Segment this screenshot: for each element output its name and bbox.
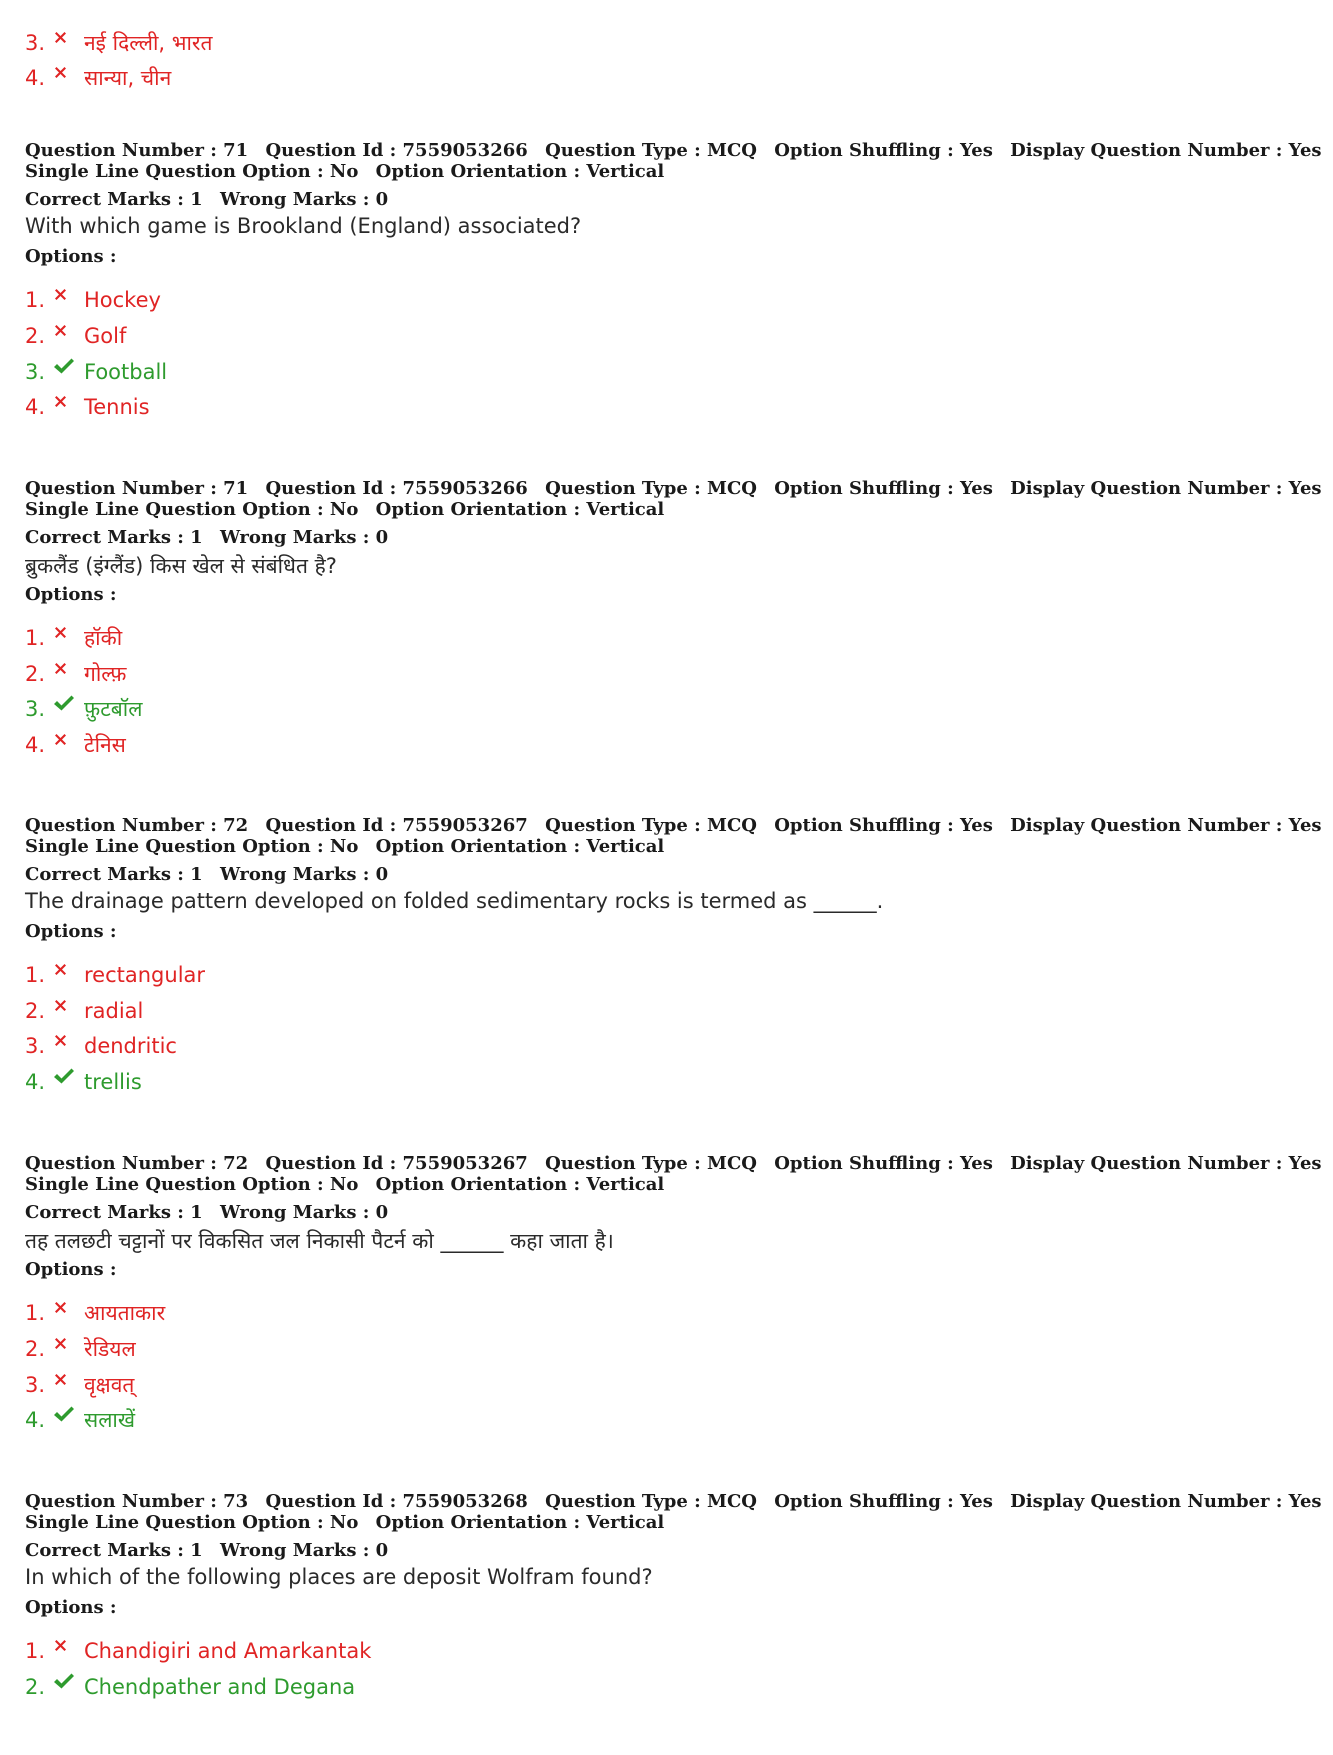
option-text: Golf	[84, 324, 127, 348]
single-line-option: Single Line Question Option : No	[25, 499, 359, 520]
question-text: ब्रुकलैंड (इंग्लैंड) किस खेल से संबंधित है?	[25, 554, 337, 578]
cross-icon	[53, 394, 84, 409]
option-number: 2.	[25, 662, 46, 686]
question-type: Question Type : MCQ	[545, 140, 757, 161]
option-number: 3.	[25, 31, 46, 55]
option-item	[25, 1334, 136, 1364]
option-text: वृक्षवत्	[84, 1373, 135, 1397]
display-question-number: Display Question Number : Yes	[1010, 478, 1322, 499]
question-text: With which game is Brookland (England) associated?	[25, 214, 582, 238]
option-number: 1.	[25, 288, 46, 312]
option-text: trellis	[84, 1070, 142, 1094]
option-orientation: Option Orientation : Vertical	[375, 161, 665, 182]
option-number: 1.	[25, 1301, 46, 1325]
option-text: Football	[84, 360, 168, 384]
option-item	[25, 1298, 165, 1328]
option-item	[25, 392, 150, 422]
option-text: हॉकी	[84, 626, 123, 650]
single-line-option: Single Line Question Option : No	[25, 161, 359, 182]
option-number: 4.	[25, 1070, 46, 1094]
option-number: 4.	[25, 1408, 46, 1432]
option-orientation: Option Orientation : Vertical	[375, 1174, 665, 1195]
option-item	[25, 1672, 355, 1702]
correct-marks: Correct Marks : 1	[25, 189, 203, 210]
option-number: 3.	[25, 1034, 46, 1058]
check-icon	[53, 1672, 84, 1690]
option-item	[25, 28, 213, 58]
cross-icon	[53, 1300, 84, 1315]
option-item	[25, 996, 143, 1026]
option-number: 1.	[25, 1639, 46, 1663]
option-item	[25, 63, 171, 93]
cross-icon	[53, 1638, 84, 1653]
check-icon	[53, 694, 84, 712]
question-block	[25, 1491, 1322, 1625]
check-icon	[53, 1405, 84, 1423]
option-number: 3.	[25, 360, 46, 384]
question-text: तह तलछटी चट्टानों पर विकसित जल निकासी पैटर्न को ______ कहा जाता है।	[25, 1229, 614, 1253]
question-block	[25, 140, 1322, 274]
option-text: गोल्फ़	[84, 662, 127, 686]
option-number: 4.	[25, 395, 46, 419]
question-meta-line2	[25, 836, 1225, 857]
option-number: 2.	[25, 999, 46, 1023]
cross-icon	[53, 625, 84, 640]
question-meta	[25, 815, 1322, 836]
cross-icon	[53, 661, 84, 676]
option-text: रेडियल	[84, 1337, 136, 1361]
check-icon	[53, 1067, 84, 1085]
option-number: 4.	[25, 66, 46, 90]
wrong-marks: Wrong Marks : 0	[219, 864, 389, 885]
cross-icon	[53, 962, 84, 977]
wrong-marks: Wrong Marks : 0	[219, 1202, 389, 1223]
question-meta-line2	[25, 499, 1225, 520]
option-text: सलाखें	[84, 1408, 136, 1432]
option-shuffling: Option Shuffling : Yes	[774, 478, 993, 499]
option-shuffling: Option Shuffling : Yes	[774, 815, 993, 836]
option-number: 2.	[25, 1337, 46, 1361]
question-id: Question Id : 7559053268	[265, 1491, 528, 1512]
wrong-marks: Wrong Marks : 0	[219, 527, 389, 548]
option-text: Tennis	[84, 395, 150, 419]
option-text: नई दिल्ली, भारत	[84, 31, 213, 55]
option-item	[25, 357, 167, 387]
question-id: Question Id : 7559053267	[265, 1153, 528, 1174]
question-block	[25, 478, 1322, 612]
cross-icon	[53, 30, 84, 45]
marks-line	[25, 189, 1225, 211]
cross-icon	[53, 732, 84, 747]
option-item	[25, 321, 126, 351]
question-meta-line2	[25, 1174, 1225, 1195]
option-text: dendritic	[84, 1034, 177, 1058]
option-number: 3.	[25, 1373, 46, 1397]
option-number: 2.	[25, 1675, 46, 1699]
correct-marks: Correct Marks : 1	[25, 527, 203, 548]
question-type: Question Type : MCQ	[545, 815, 757, 836]
options-label: Options :	[25, 921, 117, 942]
option-item	[25, 659, 126, 689]
single-line-option: Single Line Question Option : No	[25, 1174, 359, 1195]
option-orientation: Option Orientation : Vertical	[375, 499, 665, 520]
single-line-option: Single Line Question Option : No	[25, 836, 359, 857]
cross-icon	[53, 1033, 84, 1048]
marks-line	[25, 527, 1225, 549]
option-text: Chandigiri and Amarkantak	[84, 1639, 372, 1663]
question-text: In which of the following places are deposit Wolfram found?	[25, 1565, 653, 1589]
question-number: Question Number : 73	[25, 1491, 249, 1512]
cross-icon	[53, 998, 84, 1013]
option-item	[25, 285, 161, 315]
single-line-option: Single Line Question Option : No	[25, 1512, 359, 1533]
option-item	[25, 623, 122, 653]
question-type: Question Type : MCQ	[545, 1153, 757, 1174]
wrong-marks: Wrong Marks : 0	[219, 189, 389, 210]
option-shuffling: Option Shuffling : Yes	[774, 140, 993, 161]
question-text: The drainage pattern developed on folded sedimentary rocks is termed as ______.	[25, 889, 884, 913]
display-question-number: Display Question Number : Yes	[1010, 815, 1322, 836]
wrong-marks: Wrong Marks : 0	[219, 1540, 389, 1561]
question-meta	[25, 1153, 1322, 1174]
option-item	[25, 1370, 134, 1400]
correct-marks: Correct Marks : 1	[25, 1540, 203, 1561]
option-text: आयताकार	[84, 1301, 166, 1325]
question-number: Question Number : 72	[25, 1153, 249, 1174]
option-orientation: Option Orientation : Vertical	[375, 836, 665, 857]
options-label: Options :	[25, 584, 117, 605]
option-number: 3.	[25, 697, 46, 721]
cross-icon	[53, 1372, 84, 1387]
question-number: Question Number : 72	[25, 815, 249, 836]
options-label: Options :	[25, 1259, 117, 1280]
question-type: Question Type : MCQ	[545, 478, 757, 499]
question-id: Question Id : 7559053267	[265, 815, 528, 836]
question-meta	[25, 1491, 1322, 1512]
option-number: 2.	[25, 324, 46, 348]
option-text: सान्या, चीन	[84, 66, 172, 90]
option-text: radial	[84, 999, 144, 1023]
option-shuffling: Option Shuffling : Yes	[774, 1491, 993, 1512]
question-meta-line2	[25, 161, 1225, 182]
question-block	[25, 815, 1322, 949]
option-number: 4.	[25, 733, 46, 757]
question-id: Question Id : 7559053266	[265, 140, 528, 161]
marks-line	[25, 1202, 1225, 1224]
option-item	[25, 1067, 142, 1097]
question-meta	[25, 140, 1322, 161]
option-item	[25, 960, 205, 990]
option-text: Hockey	[84, 288, 161, 312]
question-number: Question Number : 71	[25, 478, 249, 499]
question-number: Question Number : 71	[25, 140, 249, 161]
options-label: Options :	[25, 246, 117, 267]
cross-icon	[53, 323, 84, 338]
cross-icon	[53, 65, 84, 80]
marks-line	[25, 864, 1225, 886]
option-item	[25, 694, 142, 724]
question-meta-line2	[25, 1512, 1225, 1533]
question-type: Question Type : MCQ	[545, 1491, 757, 1512]
option-item	[25, 1031, 177, 1061]
option-text: टेनिस	[84, 733, 126, 757]
cross-icon	[53, 1336, 84, 1351]
display-question-number: Display Question Number : Yes	[1010, 1491, 1322, 1512]
question-meta	[25, 478, 1322, 499]
question-id: Question Id : 7559053266	[265, 478, 528, 499]
option-item	[25, 1405, 135, 1435]
option-shuffling: Option Shuffling : Yes	[774, 1153, 993, 1174]
display-question-number: Display Question Number : Yes	[1010, 1153, 1322, 1174]
display-question-number: Display Question Number : Yes	[1010, 140, 1322, 161]
option-text: rectangular	[84, 963, 206, 987]
question-block	[25, 1153, 1322, 1287]
correct-marks: Correct Marks : 1	[25, 864, 203, 885]
correct-marks: Correct Marks : 1	[25, 1202, 203, 1223]
option-text: फ़ुटबॉल	[84, 697, 143, 721]
option-number: 1.	[25, 963, 46, 987]
option-number: 1.	[25, 626, 46, 650]
options-label: Options :	[25, 1597, 117, 1618]
marks-line	[25, 1540, 1225, 1562]
option-text: Chendpather and Degana	[84, 1675, 356, 1699]
cross-icon	[53, 287, 84, 302]
option-orientation: Option Orientation : Vertical	[375, 1512, 665, 1533]
option-item	[25, 1636, 371, 1666]
check-icon	[53, 357, 84, 375]
option-item	[25, 730, 126, 760]
